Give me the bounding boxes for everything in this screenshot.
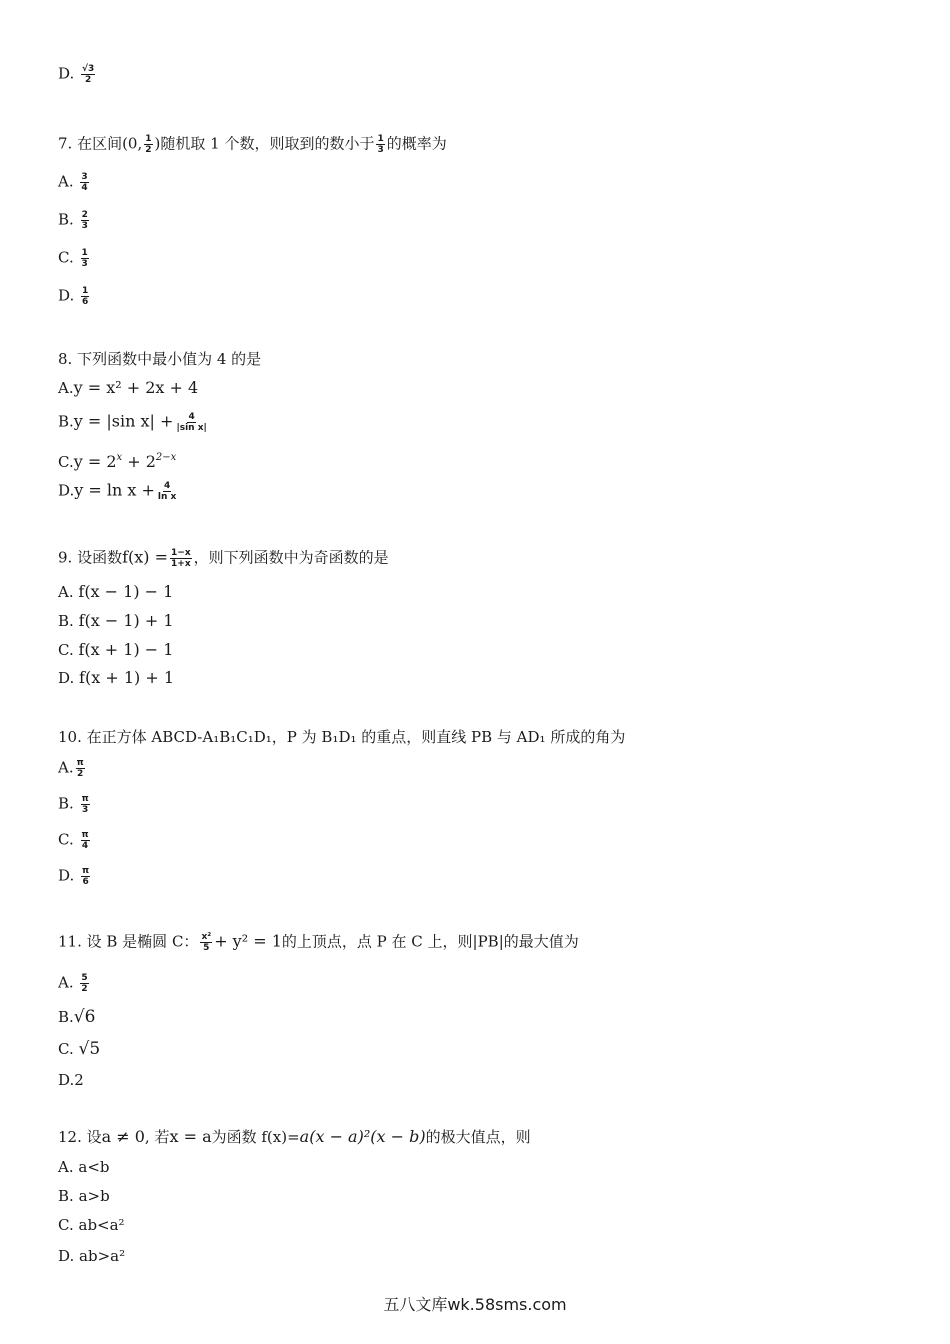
q12-option-a: A. a<b [58,1158,110,1176]
q10-option-a: A. $\frac{\pi}{2}$ [58,758,84,779]
q10-option-c: C. $\frac{\pi}{4}$ [58,830,89,851]
q9-option-a: A. f(x − 1) − 1 [58,582,174,601]
q11-option-b: B.√6 [58,1007,96,1027]
q9-option-d: D. f(x + 1) + 1 [58,668,174,687]
q7-option-a: A. $\frac{3}{4}$ [58,172,88,193]
q8-option-d: D.y = ln x + $\frac{4}{\text{ln x}}$ [58,480,177,502]
q10-option-d: D. $\frac{\pi}{6}$ [58,866,90,887]
q9-stem: 9. 设函数f(x) = $\frac{1-x}{1+x}$ ，则下列函数中为奇函数的是 [58,547,389,569]
q9-option-c: C. f(x + 1) − 1 [58,640,174,659]
q11-option-a: A. $\frac{5}{2}$ [58,973,88,994]
q11-stem: 11. 设 B 是椭圆 C： $\frac{\text{x²}}{5}$ + y² = 1的上顶点，点 P 在 C 上，则|PB|的最大值为 [58,931,579,953]
q8-option-a: A.y = x² + 2x + 4 [58,378,199,397]
q7-option-b: B. $\frac{2}{3}$ [58,210,88,231]
q12-option-d: D. ab>a² [58,1247,126,1265]
q6-d-fraction: $\frac{√3}{2}$ [82,64,95,85]
q11-option-d: D.2 [58,1071,84,1089]
q7-stem: 7. 在区间(0, $\frac{1}{2}$ )随机取 1 个数，则取到的数小于 $\frac{1}{3}$ 的概率为 [58,134,447,155]
q10-stem: 10. 在正方体 ABCD-A₁B₁C₁D₁，P 为 B₁D₁ 的重点，则直线 PB 与 AD₁ 所成的角为 [58,728,626,746]
q6-option-d: D. $\frac{√3}{2}$ [58,64,95,85]
q8-option-c: $C.y = 2^x + 2^{2-x}$ [58,452,177,471]
q7-compare-fraction: $\frac{1}{3}$ [377,134,384,155]
q8-stem: 8. 下列函数中最小值为 4 的是 [58,350,262,368]
q10-option-b: B. $\frac{\pi}{3}$ [58,794,89,815]
q9-option-b: B. f(x − 1) + 1 [58,611,174,630]
q7-interval-fraction: $\frac{1}{2}$ [145,134,152,155]
q7-option-d: D. $\frac{1}{6}$ [58,286,89,307]
q12-stem: 12. 设a ≠ 0, 若x = a为函数 f(x)=a(x − a)²(x − b)的极大值点，则 [58,1127,531,1146]
q8-option-b: B.y = |sin x| + $\frac{4}{\text{|sin x|}}$ [58,411,207,433]
q7-option-c: C. $\frac{1}{3}$ [58,248,88,269]
q12-option-c: C. ab<a² [58,1216,125,1234]
footer-watermark: 五八文库wk.58sms.com [383,1295,567,1314]
q12-option-b: B. a>b [58,1187,110,1205]
q11-option-c: C. √5 [58,1039,101,1059]
